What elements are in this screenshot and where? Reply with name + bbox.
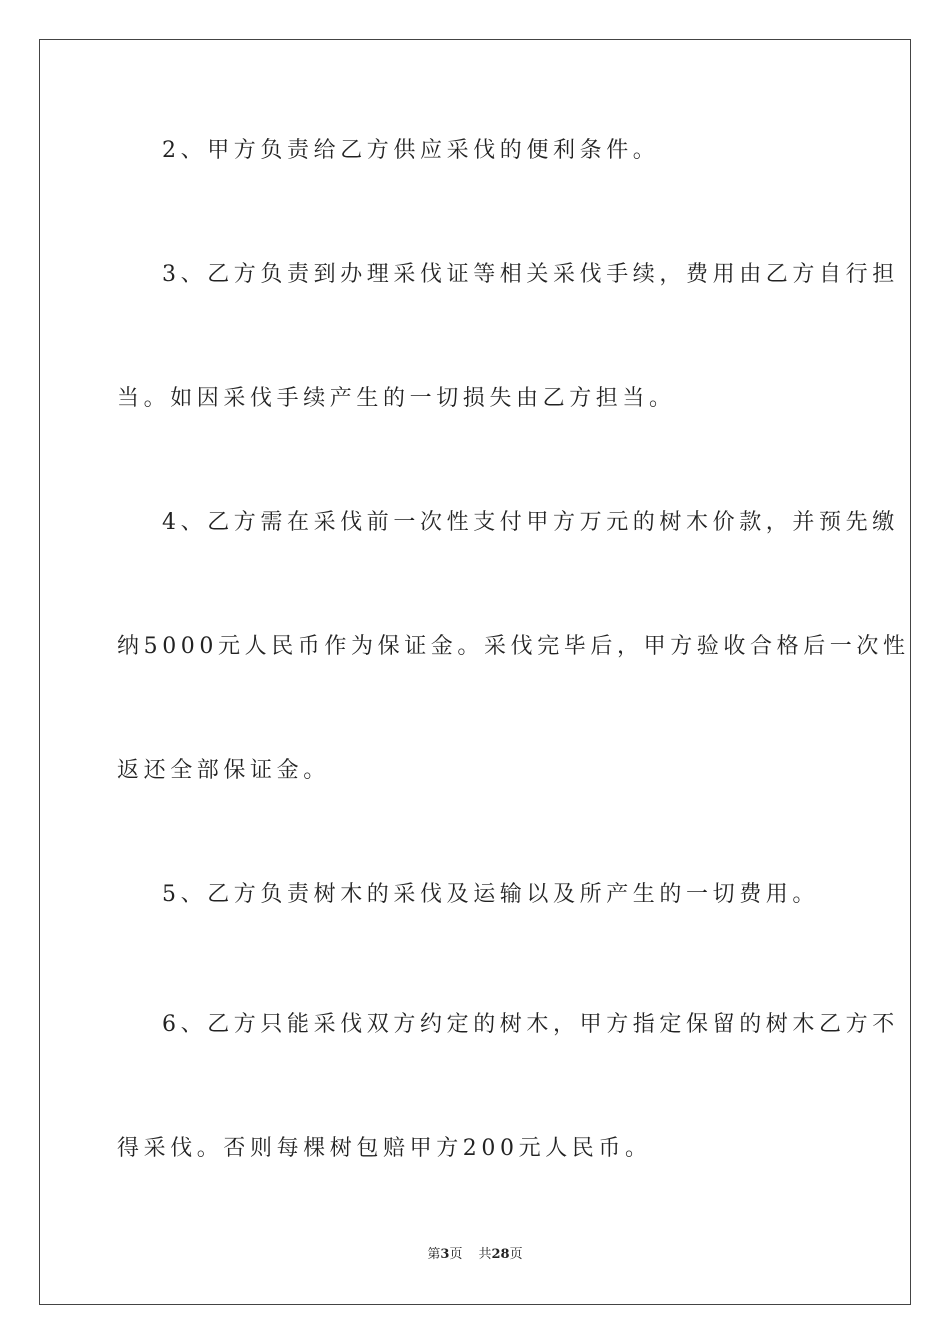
clause-4-line-1: 4、乙方需在采伐前一次性支付甲方万元的树木价款，并预先缴 bbox=[162, 510, 899, 535]
clause-6-line-1: 6、乙方只能采伐双方约定的树木，甲方指定保留的树木乙方不 bbox=[162, 1012, 899, 1037]
page-border bbox=[39, 39, 911, 1305]
page-footer bbox=[0, 1246, 950, 1264]
clause-4-line-2: 纳5000元人民币作为保证金。采伐完毕后，甲方验收合格后一次性 bbox=[117, 634, 910, 659]
clause-4-line-3: 返还全部保证金。 bbox=[117, 758, 330, 783]
footer-total-suffix: 页 bbox=[509, 1247, 523, 1262]
clause-3-line-1: 3、乙方负责到办理采伐证等相关采伐手续，费用由乙方自行担 bbox=[162, 262, 899, 287]
clause-2-line-1: 2、甲方负责给乙方供应采伐的便利条件。 bbox=[162, 138, 660, 163]
footer-total-prefix: 共 bbox=[478, 1247, 492, 1262]
clause-5-line-1: 5、乙方负责树木的采伐及运输以及所产生的一切费用。 bbox=[162, 882, 819, 907]
clause-6-line-2: 得采伐。否则每棵树包赔甲方200元人民币。 bbox=[117, 1136, 652, 1161]
footer-page-suffix: 页 bbox=[449, 1247, 463, 1262]
footer-total-pages: 28 bbox=[491, 1247, 510, 1262]
footer-page-prefix: 第 bbox=[427, 1247, 441, 1262]
footer-page-number: 3 bbox=[440, 1247, 450, 1262]
clause-3-line-2: 当。如因采伐手续产生的一切损失由乙方担当。 bbox=[117, 386, 676, 411]
